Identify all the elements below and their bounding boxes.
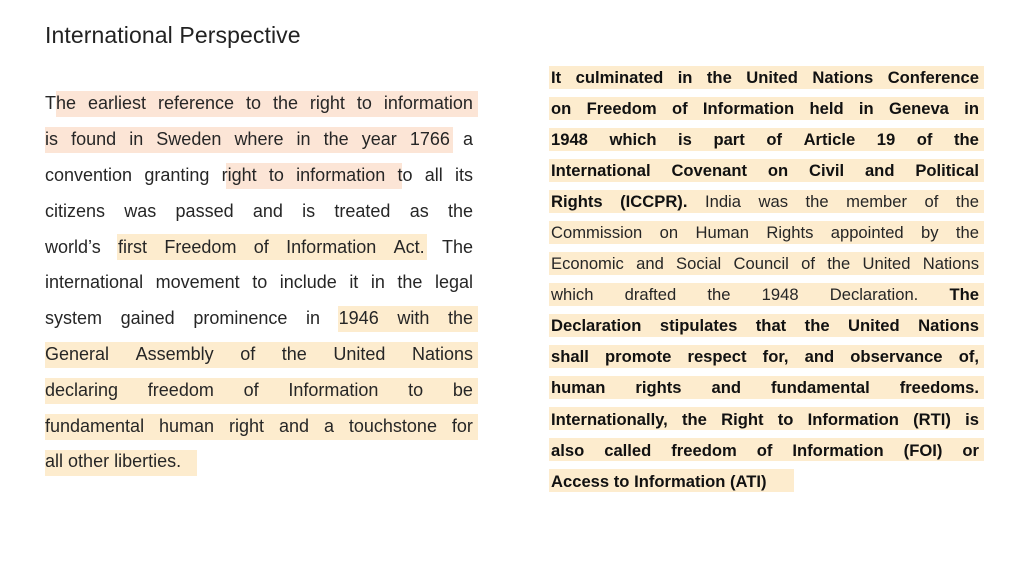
word: India xyxy=(704,191,741,211)
text-line xyxy=(45,158,473,194)
word: freedoms. xyxy=(899,378,979,398)
word: touchstone xyxy=(348,415,437,436)
word: right xyxy=(229,415,265,436)
page-title: International Perspective xyxy=(45,22,301,48)
word: of xyxy=(766,129,783,149)
text-line xyxy=(45,86,473,122)
word: declaring xyxy=(45,379,119,400)
word: right xyxy=(309,93,345,114)
word: for, xyxy=(762,347,789,367)
word: and xyxy=(278,415,309,436)
word: granting xyxy=(144,164,210,185)
text-line xyxy=(45,265,473,301)
word: Conference xyxy=(887,67,979,87)
word: of xyxy=(253,236,269,257)
word: Access xyxy=(551,471,610,491)
word: Civil xyxy=(809,160,845,180)
word: fundamental xyxy=(771,378,870,398)
word: is xyxy=(678,129,692,149)
word: (FOI) xyxy=(903,440,943,460)
word: Internationally, xyxy=(551,409,668,429)
word: the xyxy=(447,308,473,329)
word: (ICCPR). xyxy=(620,191,688,211)
word: of, xyxy=(958,347,979,367)
word: 19 xyxy=(876,129,896,149)
word: United xyxy=(862,254,911,274)
word: Right xyxy=(721,409,764,429)
text-line xyxy=(551,342,979,373)
word: of xyxy=(916,129,933,149)
word: United xyxy=(333,343,386,364)
word: called xyxy=(604,440,652,460)
word: that xyxy=(755,316,787,336)
word: the xyxy=(955,191,979,211)
word: Information xyxy=(288,379,379,400)
word: part xyxy=(713,129,745,149)
word: to xyxy=(397,164,413,185)
word: United xyxy=(746,67,798,87)
word: (RTI) xyxy=(913,409,951,429)
word: the xyxy=(805,191,829,211)
word: international xyxy=(45,272,144,293)
word: in xyxy=(370,272,385,293)
word: Assembly xyxy=(135,343,214,364)
word: liberties. xyxy=(114,451,182,472)
word: United xyxy=(848,316,900,336)
word: citizens xyxy=(45,200,106,221)
word: a xyxy=(462,129,473,150)
word: Declaration xyxy=(551,316,642,336)
word: of xyxy=(243,379,259,400)
text-line xyxy=(45,122,473,158)
word: the xyxy=(323,129,349,150)
text-line xyxy=(551,124,979,155)
word: and xyxy=(864,160,895,180)
word: to xyxy=(252,272,268,293)
word: on xyxy=(767,160,789,180)
word: all xyxy=(45,451,64,472)
word: Covenant xyxy=(671,160,748,180)
word: on xyxy=(659,223,679,243)
word: passed xyxy=(175,200,234,221)
text-line xyxy=(551,155,979,186)
word: Sweden xyxy=(156,129,222,150)
word: human xyxy=(159,415,215,436)
word: observance xyxy=(850,347,943,367)
text-line xyxy=(45,372,473,408)
word: International xyxy=(551,160,651,180)
word: Nations xyxy=(812,67,874,87)
word: Nations xyxy=(922,254,979,274)
word: 1946 xyxy=(338,308,379,329)
word: in xyxy=(306,308,321,329)
word: earliest xyxy=(87,93,147,114)
word: promote xyxy=(604,347,672,367)
word: Freedom xyxy=(586,98,657,118)
word: appointed xyxy=(830,223,904,243)
word: the xyxy=(955,223,979,243)
word: the xyxy=(281,343,307,364)
word: Rights xyxy=(766,223,814,243)
left-paragraph xyxy=(45,86,473,480)
word: legal xyxy=(434,272,473,293)
word: of xyxy=(801,254,815,274)
right-paragraph xyxy=(551,62,979,497)
word: the xyxy=(804,316,830,336)
text-line xyxy=(45,229,473,265)
word: which xyxy=(609,129,657,149)
word: human xyxy=(551,378,606,398)
word: was xyxy=(758,191,789,211)
word: the xyxy=(707,285,731,305)
text-line xyxy=(45,301,473,337)
word: with xyxy=(397,308,430,329)
word: in xyxy=(964,98,979,118)
word: Information xyxy=(634,471,726,491)
word: Nations xyxy=(411,343,473,364)
text-line xyxy=(45,337,473,373)
word: culminated xyxy=(575,67,664,87)
word: first xyxy=(118,236,148,257)
word: found xyxy=(71,129,117,150)
word: on xyxy=(551,98,572,118)
word: the xyxy=(272,93,298,114)
word: held xyxy=(809,98,844,118)
word: to xyxy=(245,93,261,114)
word: 1948 xyxy=(761,285,799,305)
word: in xyxy=(677,67,693,87)
word: Declaration. xyxy=(829,285,919,305)
text-line xyxy=(551,217,979,248)
word: The xyxy=(441,236,473,257)
word: is xyxy=(45,129,58,150)
word: treated xyxy=(334,200,391,221)
word: the xyxy=(954,129,979,149)
word: or xyxy=(962,440,979,460)
word: It xyxy=(551,67,562,87)
text-line xyxy=(551,373,979,404)
word: gained xyxy=(120,308,175,329)
word: Rights xyxy=(551,191,603,211)
word: of xyxy=(240,343,256,364)
word: in xyxy=(129,129,144,150)
word: 1766 xyxy=(409,129,450,150)
word: drafted xyxy=(624,285,677,305)
word: Political xyxy=(915,160,979,180)
word: include xyxy=(279,272,337,293)
word: stipulates xyxy=(659,316,738,336)
word: Information xyxy=(702,98,795,118)
word: Council xyxy=(733,254,789,274)
word: General xyxy=(45,343,110,364)
text-line xyxy=(551,62,979,93)
word: system xyxy=(45,308,103,329)
text-line xyxy=(45,193,473,229)
word: member xyxy=(846,191,908,211)
word: information xyxy=(383,93,473,114)
word: other xyxy=(68,451,110,472)
word: also xyxy=(551,440,585,460)
word: Commission xyxy=(551,223,643,243)
word: Act. xyxy=(393,236,425,257)
word: and xyxy=(804,347,835,367)
text-line xyxy=(551,93,979,124)
text-line xyxy=(551,186,979,217)
word: rights xyxy=(635,378,682,398)
word: The xyxy=(45,93,77,114)
text-line xyxy=(551,466,979,497)
word: its xyxy=(455,164,473,185)
word: it xyxy=(349,272,359,293)
word: Geneva xyxy=(888,98,949,118)
word: in xyxy=(296,129,311,150)
word: to xyxy=(268,164,284,185)
word: of xyxy=(924,191,939,211)
word: Social xyxy=(676,254,722,274)
word: world’s xyxy=(45,236,101,257)
text-line xyxy=(45,444,473,480)
word: all xyxy=(424,164,443,185)
word: the xyxy=(706,67,732,87)
word: Freedom xyxy=(164,236,237,257)
word: of xyxy=(756,440,773,460)
word: Information xyxy=(807,409,899,429)
word: The xyxy=(949,285,979,305)
word: information xyxy=(296,164,386,185)
word: 1948 xyxy=(551,129,588,149)
word: for xyxy=(451,415,473,436)
word: freedom xyxy=(671,440,737,460)
word: Nations xyxy=(918,316,979,336)
text-line xyxy=(551,404,979,435)
word: is xyxy=(965,409,979,429)
word: where xyxy=(234,129,284,150)
word: be xyxy=(452,379,473,400)
text-line xyxy=(45,408,473,444)
word: the xyxy=(397,272,423,293)
word: the xyxy=(682,409,707,429)
word: to xyxy=(356,93,372,114)
word: was xyxy=(124,200,157,221)
word: Article xyxy=(803,129,856,149)
word: convention xyxy=(45,164,133,185)
word: to xyxy=(613,471,630,491)
word: Human xyxy=(695,223,749,243)
word: to xyxy=(408,379,424,400)
word: right xyxy=(221,164,257,185)
word: and xyxy=(252,200,283,221)
word: the xyxy=(827,254,851,274)
word: of xyxy=(671,98,688,118)
word: shall xyxy=(551,347,589,367)
word: in xyxy=(858,98,874,118)
word: as xyxy=(409,200,429,221)
word: Information xyxy=(286,236,377,257)
word: by xyxy=(921,223,939,243)
word: reference xyxy=(157,93,235,114)
text-line xyxy=(551,249,979,280)
word: year xyxy=(361,129,397,150)
word: and xyxy=(636,254,664,274)
word: movement xyxy=(155,272,240,293)
word: Economic xyxy=(551,254,624,274)
text-line xyxy=(551,435,979,466)
word: to xyxy=(777,409,794,429)
word: Information xyxy=(792,440,884,460)
word: the xyxy=(447,200,473,221)
text-line xyxy=(551,280,979,311)
word: is xyxy=(302,200,316,221)
word: fundamental xyxy=(45,415,145,436)
word: (ATI) xyxy=(730,471,767,491)
word: which xyxy=(551,285,594,305)
text-line xyxy=(551,311,979,342)
word: prominence xyxy=(193,308,288,329)
word: freedom xyxy=(147,379,214,400)
word: and xyxy=(711,378,742,398)
word: a xyxy=(323,415,334,436)
word: respect xyxy=(687,347,747,367)
